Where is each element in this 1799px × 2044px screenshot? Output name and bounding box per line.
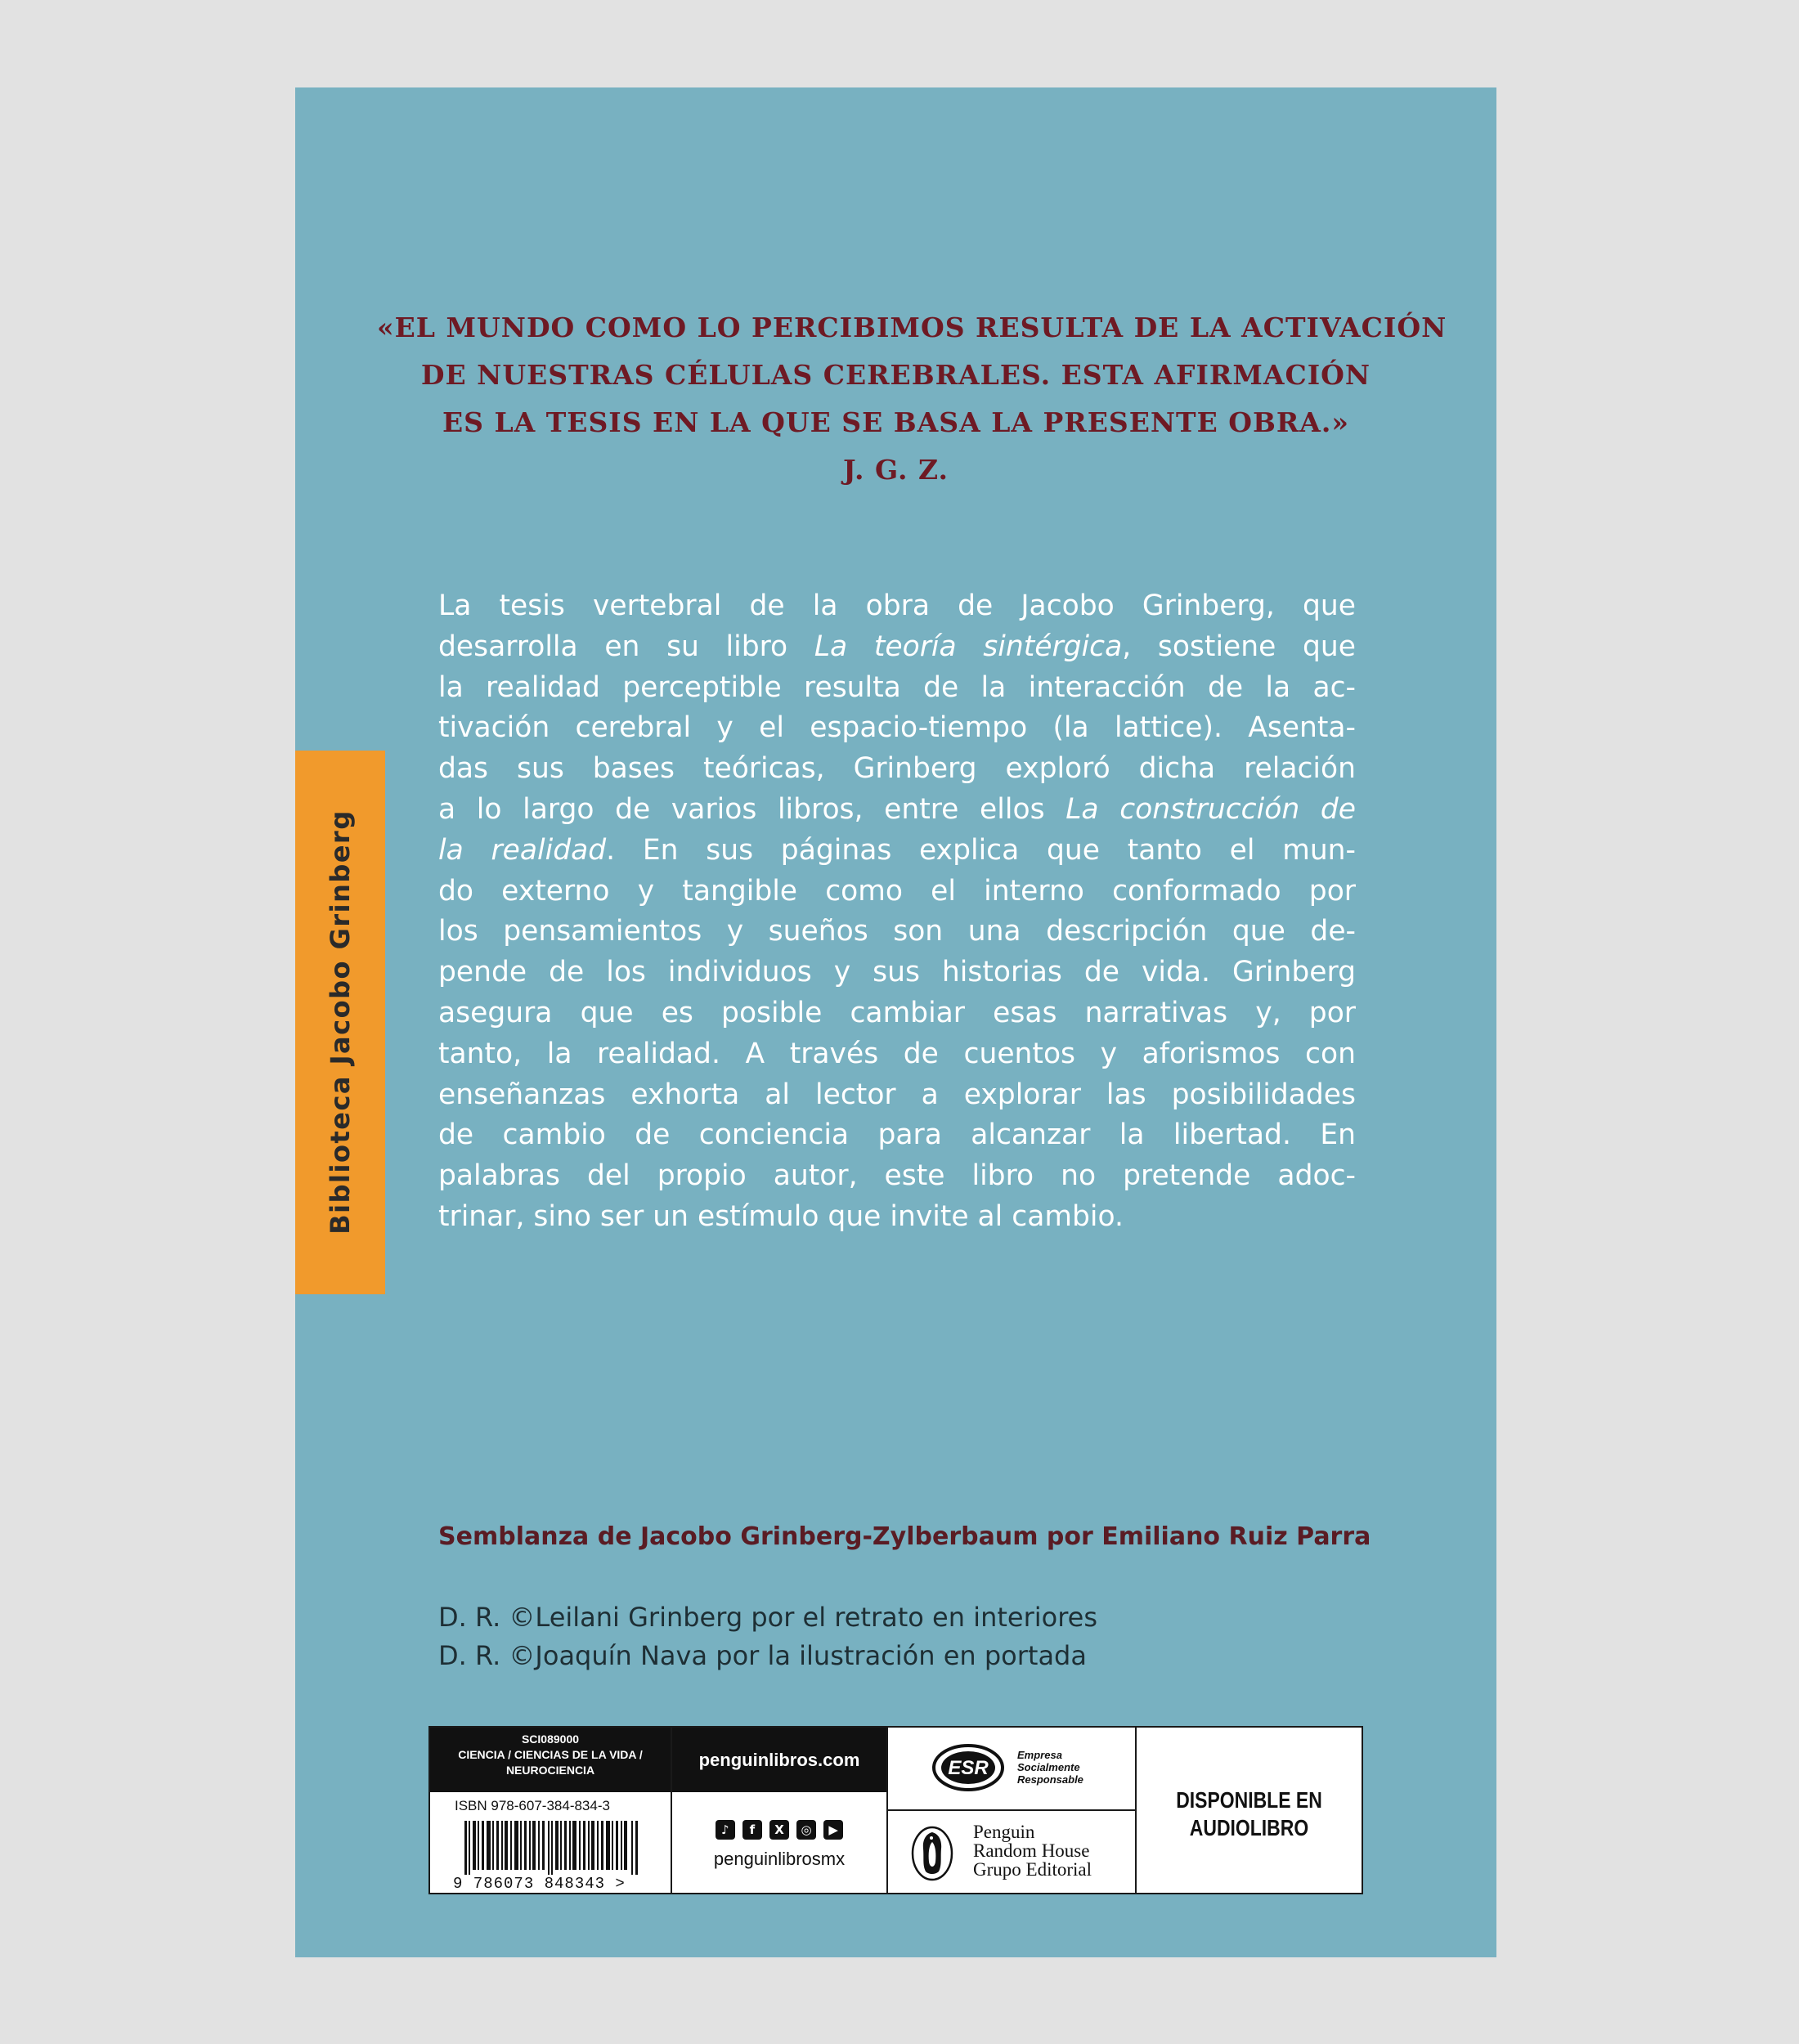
isbn-number: ISBN 978-607-384-834-3: [455, 1798, 610, 1813]
book-title-reference: La teoría sintérgica: [814, 630, 1123, 663]
publisher-info-box: [428, 1726, 1363, 1894]
isbn-cell: [430, 1728, 672, 1893]
website-label: penguinlibros.com: [672, 1728, 886, 1792]
facebook-icon: f: [742, 1820, 762, 1840]
quote-line: ES LA TESIS EN LA QUE SE BASA LA PRESENTE OBRA.»: [442, 406, 1350, 438]
book-description: [438, 586, 1356, 1238]
epigraph-quote: [377, 304, 1447, 494]
publisher-name: Penguin Random House Grupo Editorial: [973, 1822, 1092, 1880]
audiobook-cell: [1137, 1728, 1362, 1893]
description-line: enseñanzas exhorta al lector a explorar las posibilidades: [438, 1078, 1356, 1111]
portrait-credit: D. R. ©Leilani Grinberg por el retrato en interiores: [438, 1602, 1098, 1633]
description-line: tanto, la realidad. A través de cuentos y aforismos con: [438, 1037, 1356, 1070]
description-line: la realidad perceptible resulta de la interacción de la ac-: [438, 670, 1356, 704]
category-bar: [430, 1728, 671, 1792]
series-label: Biblioteca Jacobo Grinberg: [325, 809, 356, 1235]
esr-badge-text: ESR: [948, 1757, 989, 1779]
youtube-icon: ▶: [823, 1820, 843, 1840]
barcode: [464, 1821, 638, 1875]
description-line: pende de los individuos y sus historias de vida. Grinberg: [438, 956, 1356, 989]
esr-row: [888, 1728, 1135, 1811]
x-icon: X: [769, 1820, 789, 1840]
description-line: desarrolla en su libro La teoría sintérgica, sostiene que: [438, 630, 1356, 663]
description-line: los pensamientos y sueños son una descripción que de-: [438, 915, 1356, 948]
category-line: CIENCIA / CIENCIAS DE LA VIDA /: [458, 1748, 643, 1761]
description-line: a lo largo de varios libros, entre ellos La construcción de: [438, 792, 1356, 826]
illustration-credit: D. R. ©Joaquín Nava por la ilustración en portada: [438, 1640, 1087, 1671]
instagram-icon: ◎: [796, 1820, 816, 1840]
description-line: de cambio de conciencia para alcanzar la libertad. En: [438, 1118, 1356, 1152]
quote-line: «EL MUNDO COMO LO PERCIBIMOS RESULTA DE LA ACTIVACIÓN: [377, 312, 1447, 343]
description-line: trinar, sino ser un estímulo que invite al cambio.: [438, 1199, 1124, 1233]
book-title-reference: la realidad: [438, 833, 607, 867]
book-back-cover: [295, 87, 1496, 1957]
web-cell: [672, 1728, 888, 1893]
esr-logo-icon: [932, 1744, 1004, 1791]
social-icons: [672, 1820, 886, 1840]
book-title-reference: La construcción de: [1065, 792, 1356, 826]
esr-caption: Empresa Socialmente Responsable: [1017, 1749, 1083, 1786]
quote-attribution: J. G. Z.: [842, 454, 949, 486]
description-line: do externo y tangible como el interno conformado por: [438, 874, 1356, 908]
publisher-cell: [888, 1728, 1137, 1893]
category-code: SCI089000: [521, 1732, 580, 1746]
publisher-logo: [888, 1809, 1135, 1894]
description-line: das sus bases teóricas, Grinberg exploró dicha relación: [438, 752, 1356, 786]
semblanza-credit: Semblanza de Jacobo Grinberg-Zylberbaum por Emiliano Ruiz Parra: [438, 1522, 1371, 1551]
series-tab: [295, 751, 385, 1294]
barcode-digits: 9 786073 848343 >: [453, 1875, 626, 1893]
description-line: tivación cerebral y el espacio-tiempo (la lattice). Asenta-: [438, 711, 1356, 745]
description-line: la realidad. En sus páginas explica que tanto el mun-: [438, 833, 1356, 867]
description-line: palabras del propio autor, este libro no pretende adoc-: [438, 1159, 1356, 1193]
description-line: La tesis vertebral de la obra de Jacobo Grinberg, que: [438, 589, 1356, 622]
description-line: asegura que es posible cambiar esas narrativas y, por: [438, 996, 1356, 1029]
audiobook-notice: DISPONIBLE EN AUDIOLIBRO: [1176, 1787, 1322, 1840]
tiktok-icon: ♪: [716, 1820, 735, 1840]
penguin-icon: [909, 1822, 955, 1881]
quote-line: DE NUESTRAS CÉLULAS CEREBRALES. ESTA AFIRMACIÓN: [420, 359, 1371, 391]
category-line: NEUROCIENCIA: [505, 1764, 595, 1777]
social-handle: penguinlibrosmx: [713, 1849, 846, 1869]
